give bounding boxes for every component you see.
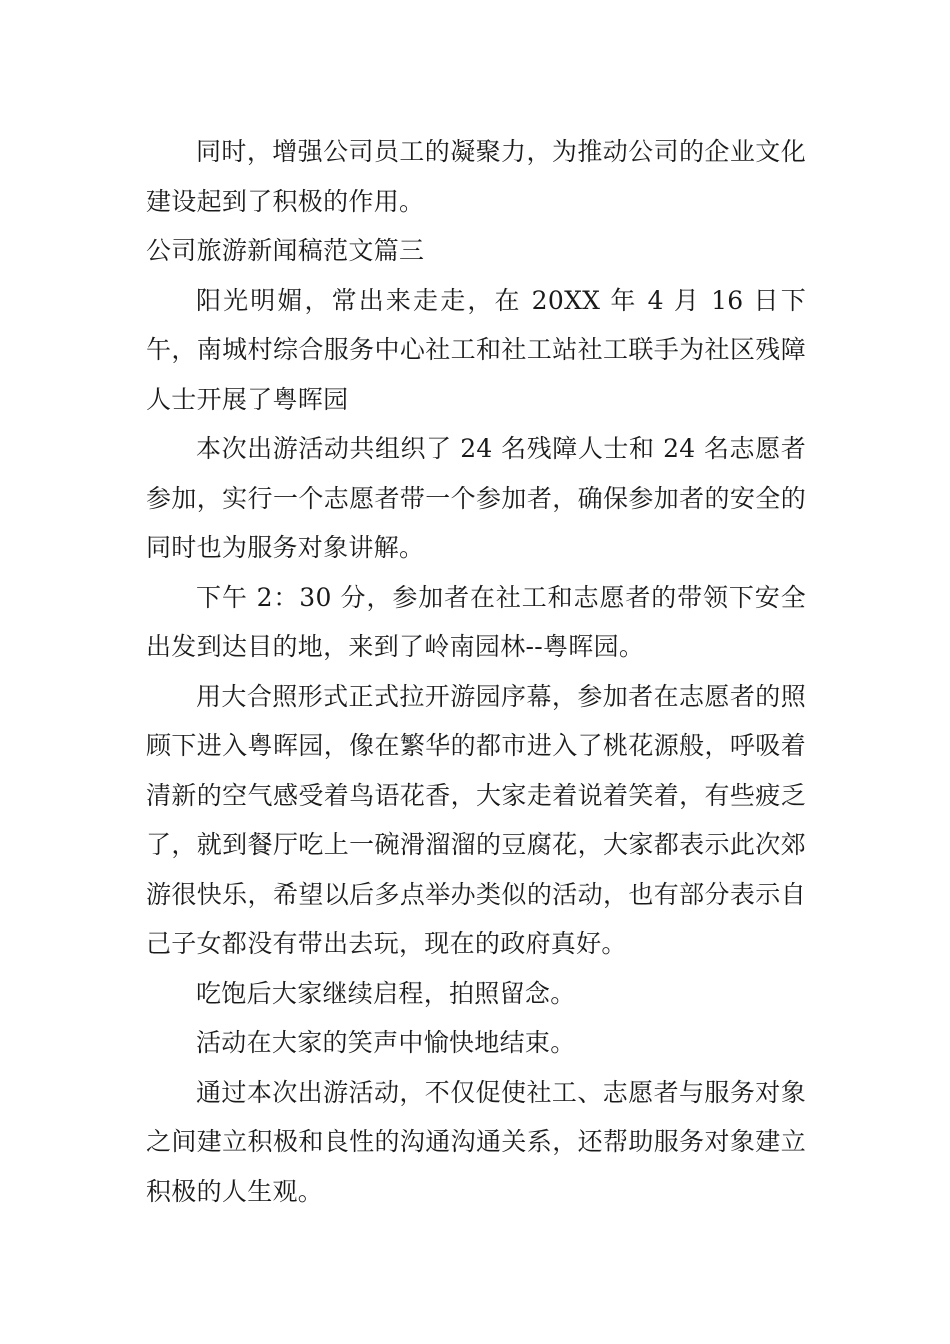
paragraph-ending: 活动在大家的笑声中愉快地结束。 (196, 1028, 576, 1057)
paragraph-garden-visit: 用大合照形式正式拉开游园序幕，参加者在志愿者的照顾下进入粤晖园，像在繁华的都市进入了桃花源般，呼吸着清新的空气感受着鸟语花香，大家走着说着笑着，有些疲乏了，就到餐厅吃上一碗滑溜溜的豆腐花，大家都表示此次郊游很快乐，希望以后多点举办类似的活动，也有部分表示自己子女都没有带出去玩，现在的政府真好。 (146, 681, 806, 958)
paragraph-participants: 本次出游活动共组织了 24 名残障人士和 24 名志愿者参加，实行一个志愿者带一个参加者，确保参加者的安全的同时也为服务对象讲解。 (146, 434, 806, 562)
paragraph-departure: 下午 2：30 分，参加者在社工和志愿者的带领下安全出发到达目的地，来到了岭南园林--粤晖园。 (146, 582, 806, 661)
section-heading: 公司旅游新闻稿范文篇三 (146, 236, 425, 265)
paragraph-conclusion: 通过本次出游活动，不仅促使社工、志愿者与服务对象之间建立积极和良性的沟通沟通关系，还帮助服务对象建立积极的人生观。 (146, 1077, 806, 1206)
paragraph-photos: 吃饱后大家继续启程，拍照留念。 (196, 978, 576, 1008)
document-page (146, 127, 806, 1216)
paragraph-intro: 阳光明媚，常出来走走，在 20XX 年 4 月 16 日下午，南城村综合服务中心社工和社工站社工联手为社区残障人士开展了粤晖园 (146, 285, 806, 414)
paragraph-company-cohesion: 同时，增强公司员工的凝聚力，为推动公司的企业文化建设起到了积极的作用。 (146, 137, 806, 216)
